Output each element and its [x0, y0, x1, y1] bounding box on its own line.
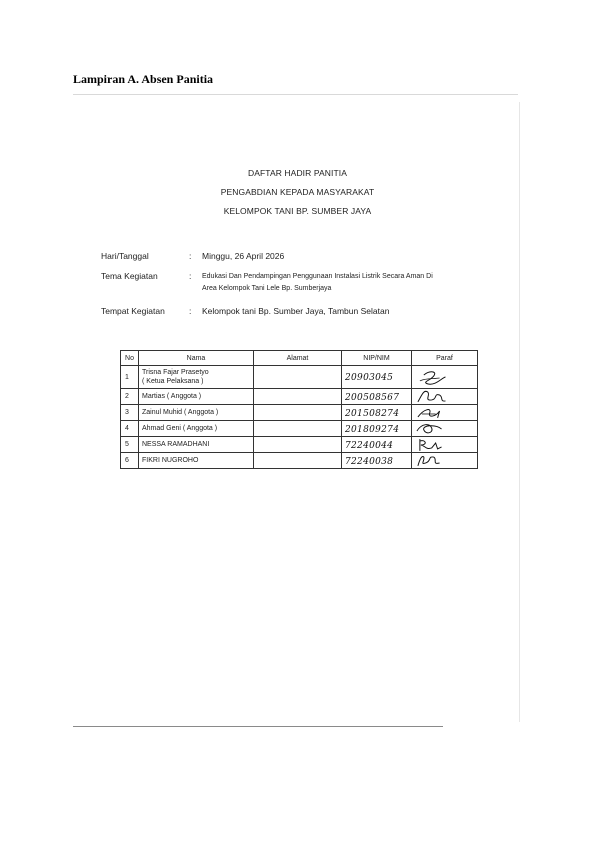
place-value: Kelompok tani Bp. Sumber Jaya, Tambun Selatan — [202, 306, 390, 316]
table-row — [121, 421, 478, 437]
row-nama: Ahmad Geni ( Anggota ) — [139, 421, 254, 437]
row-nip — [342, 453, 412, 469]
row-paraf — [412, 421, 478, 437]
theme-colon: : — [189, 271, 192, 281]
row-nama: NESSA RAMADHANI — [139, 437, 254, 453]
table-row — [121, 405, 478, 421]
date-colon: : — [189, 251, 192, 261]
theme-value-line-1: Edukasi Dan Pendampingan Penggunaan Instalasi Listrik Secara Aman Di — [202, 273, 433, 280]
row-paraf — [412, 405, 478, 421]
row-nip-handwritten: 200508567 — [345, 392, 400, 403]
appendix-heading: Lampiran A. Absen Panitia — [73, 72, 214, 86]
signature-5 — [412, 437, 477, 452]
title-line-3: KELOMPOK TANI BP. SUMBER JAYA — [223, 206, 372, 216]
row-nip — [342, 366, 412, 389]
bottom-rule — [73, 726, 443, 727]
row-no: 5 — [121, 437, 139, 453]
table-row — [121, 453, 478, 469]
title-line-2: PENGABDIAN KEPADA MASYARAKAT — [220, 187, 375, 197]
row-no: 6 — [121, 453, 139, 469]
signature-3 — [412, 405, 477, 420]
theme-value — [202, 271, 497, 295]
row-nama: Martias ( Anggota ) — [139, 389, 254, 405]
signature-1 — [412, 366, 477, 388]
signature-2 — [412, 389, 477, 404]
signature-6 — [412, 453, 477, 468]
row-no: 4 — [121, 421, 139, 437]
row-nip-handwritten: 20903045 — [345, 373, 394, 383]
row-paraf — [412, 453, 478, 469]
row-nip — [342, 389, 412, 405]
theme-label: Tema Kegiatan — [101, 271, 158, 281]
row-nip — [342, 405, 412, 421]
row-no: 2 — [121, 389, 139, 405]
row-nama-line-2: ( Ketua Pelaksana ) — [142, 378, 204, 385]
row-alamat — [254, 405, 342, 421]
row-alamat — [254, 366, 342, 389]
row-nama: Zainul Muhid ( Anggota ) — [139, 405, 254, 421]
row-alamat — [254, 421, 342, 437]
row-alamat — [254, 453, 342, 469]
table-row — [121, 437, 478, 453]
attendance-table — [120, 350, 478, 469]
theme-value-line-2: Area Kelompok Tani Lele Bp. Sumberjaya — [202, 285, 332, 292]
table-header-row — [121, 351, 478, 366]
row-nip — [342, 421, 412, 437]
place-label: Tempat Kegiatan — [101, 306, 165, 316]
row-nama — [139, 366, 254, 389]
row-nip-handwritten: 72240038 — [345, 456, 394, 467]
row-nama: FIKRI NUGROHO — [139, 453, 254, 469]
row-nip-handwritten: 201508274 — [345, 408, 400, 419]
row-paraf — [412, 389, 478, 405]
row-nama-line-1: Trisna Fajar Prasetyo — [142, 369, 209, 376]
row-no: 1 — [121, 366, 139, 389]
header-nama: Nama — [139, 351, 254, 366]
signature-4 — [412, 421, 477, 436]
row-paraf — [412, 366, 478, 389]
row-alamat — [254, 389, 342, 405]
row-nip-handwritten: 201809274 — [345, 424, 400, 435]
table-row — [121, 389, 478, 405]
header-nip: NIP/NIM — [342, 351, 412, 366]
header-paraf: Paraf — [412, 351, 478, 366]
scan-top-edge — [73, 94, 518, 95]
header-alamat: Alamat — [254, 351, 342, 366]
title-line-1: DAFTAR HADIR PANITIA — [248, 168, 347, 178]
row-alamat — [254, 437, 342, 453]
row-nip — [342, 437, 412, 453]
header-no: No — [121, 351, 139, 366]
date-label: Hari/Tanggal — [101, 251, 149, 261]
date-value: Minggu, 26 April 2026 — [202, 251, 285, 261]
table-row — [121, 366, 478, 389]
row-paraf — [412, 437, 478, 453]
row-nip-handwritten: 72240044 — [345, 440, 394, 451]
place-colon: : — [189, 306, 192, 316]
row-no: 3 — [121, 405, 139, 421]
